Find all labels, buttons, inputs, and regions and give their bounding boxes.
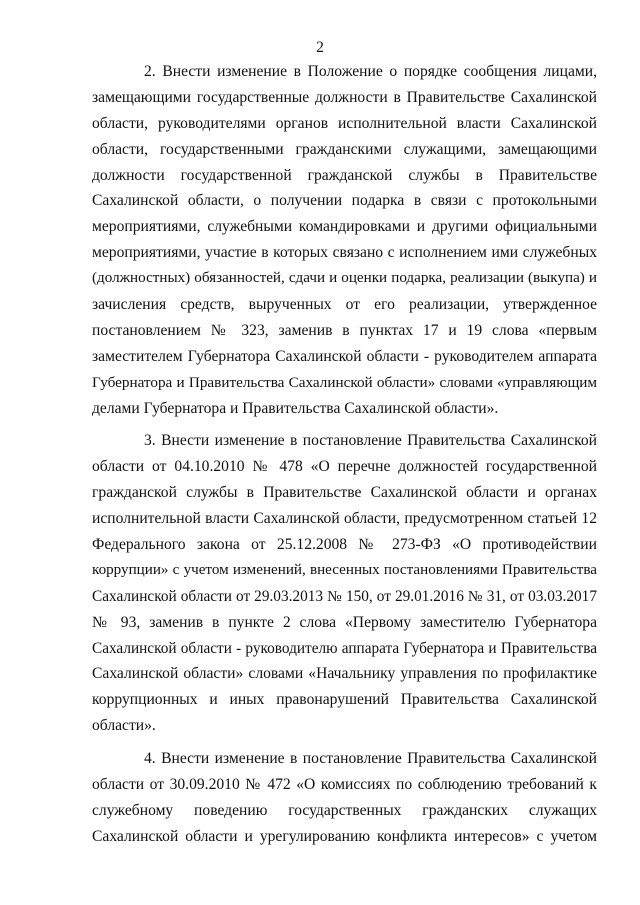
text-line: Сахалинской области от 29.03.2013 № 150, от 29.01.2016 № 31, от 03.03.2017 (92, 587, 597, 605)
text-line: коррупции» с учетом изменений, внесенных постановлениями Правительства (92, 561, 597, 578)
text-line: Губернатора и Правительства Сахалинской области» словами «управляющим (92, 373, 597, 391)
text-line: 4. Внести изменение в постановление Правительства Сахалинской (144, 750, 597, 768)
text-line: области». (92, 717, 156, 735)
text-line: 3. Внести изменение в постановление Правительства Сахалинской (144, 432, 597, 450)
text-line: Сахалинской области» словами «Начальнику управления по профилактике (92, 665, 597, 683)
text-line: области от 04.10.2010 № 478 «О перечне должностей государственной (92, 458, 597, 476)
text-line: зачисления средств, вырученных от его реализации, утвержденное (92, 296, 597, 314)
text-line: № 93, заменив в пункте 2 слова «Первому заместителю Губернатора (92, 613, 597, 631)
text-line: постановлением № 323, заменив в пунктах 17 и 19 слова «первым (92, 321, 597, 339)
text-line: Сахалинской области - руководителю аппарата Губернатора и Правительства (92, 639, 597, 657)
text-line: заместителем Губернатора Сахалинской области - руководителем аппарата (92, 347, 597, 365)
paragraph-spacer (92, 421, 597, 428)
text-line: 2. Внести изменение в Положение о порядке сообщения лицами, (144, 63, 597, 80)
paragraph-3 (92, 428, 597, 739)
page-number: 2 (316, 39, 324, 56)
text-line: исполнительной власти Сахалинской области, предусмотренном статьей 12 (92, 510, 597, 528)
text-line: должности государственной гражданской службы в Правительстве (92, 166, 597, 184)
paragraph-spacer (92, 739, 597, 746)
text-line: мероприятиями, служебными командировками и другими официальными (92, 218, 597, 236)
text-line: области от 30.09.2010 № 472 «О комиссиях по соблюдению требований к (92, 776, 597, 794)
text-line: (должностных) обязанностей, сдачи и оценки подарка, реализации (выкупа) и (92, 270, 597, 287)
text-line: мероприятиями, участие в которых связано с исполнением ими служебных (92, 244, 597, 262)
text-line: замещающими государственные должности в Правительстве Сахалинской (92, 88, 597, 106)
text-line: коррупционных и иных правонарушений Правительства Сахалинской (92, 691, 597, 709)
paragraph-2 (92, 59, 597, 421)
text-line: области, руководителями органов исполнительной власти Сахалинской (92, 114, 597, 132)
text-line: Сахалинской области и урегулированию конфликта интересов» с учетом (92, 827, 597, 845)
text-line: Федерального закона от 25.12.2008 № 273-ФЗ «О противодействии (92, 536, 597, 554)
text-line: служебному поведению государственных гражданских служащих (92, 801, 597, 819)
text-line: гражданской службы в Правительстве Сахалинской области и органах (92, 484, 597, 502)
paragraph-4 (92, 746, 597, 850)
text-line: Сахалинской области, о получении подарка в связи с протокольными (92, 192, 597, 210)
text-line: области, государственными гражданскими служащими, замещающими (92, 140, 597, 158)
document-body (92, 59, 597, 850)
text-line: делами Губернатора и Правительства Сахалинской области». (92, 399, 499, 417)
